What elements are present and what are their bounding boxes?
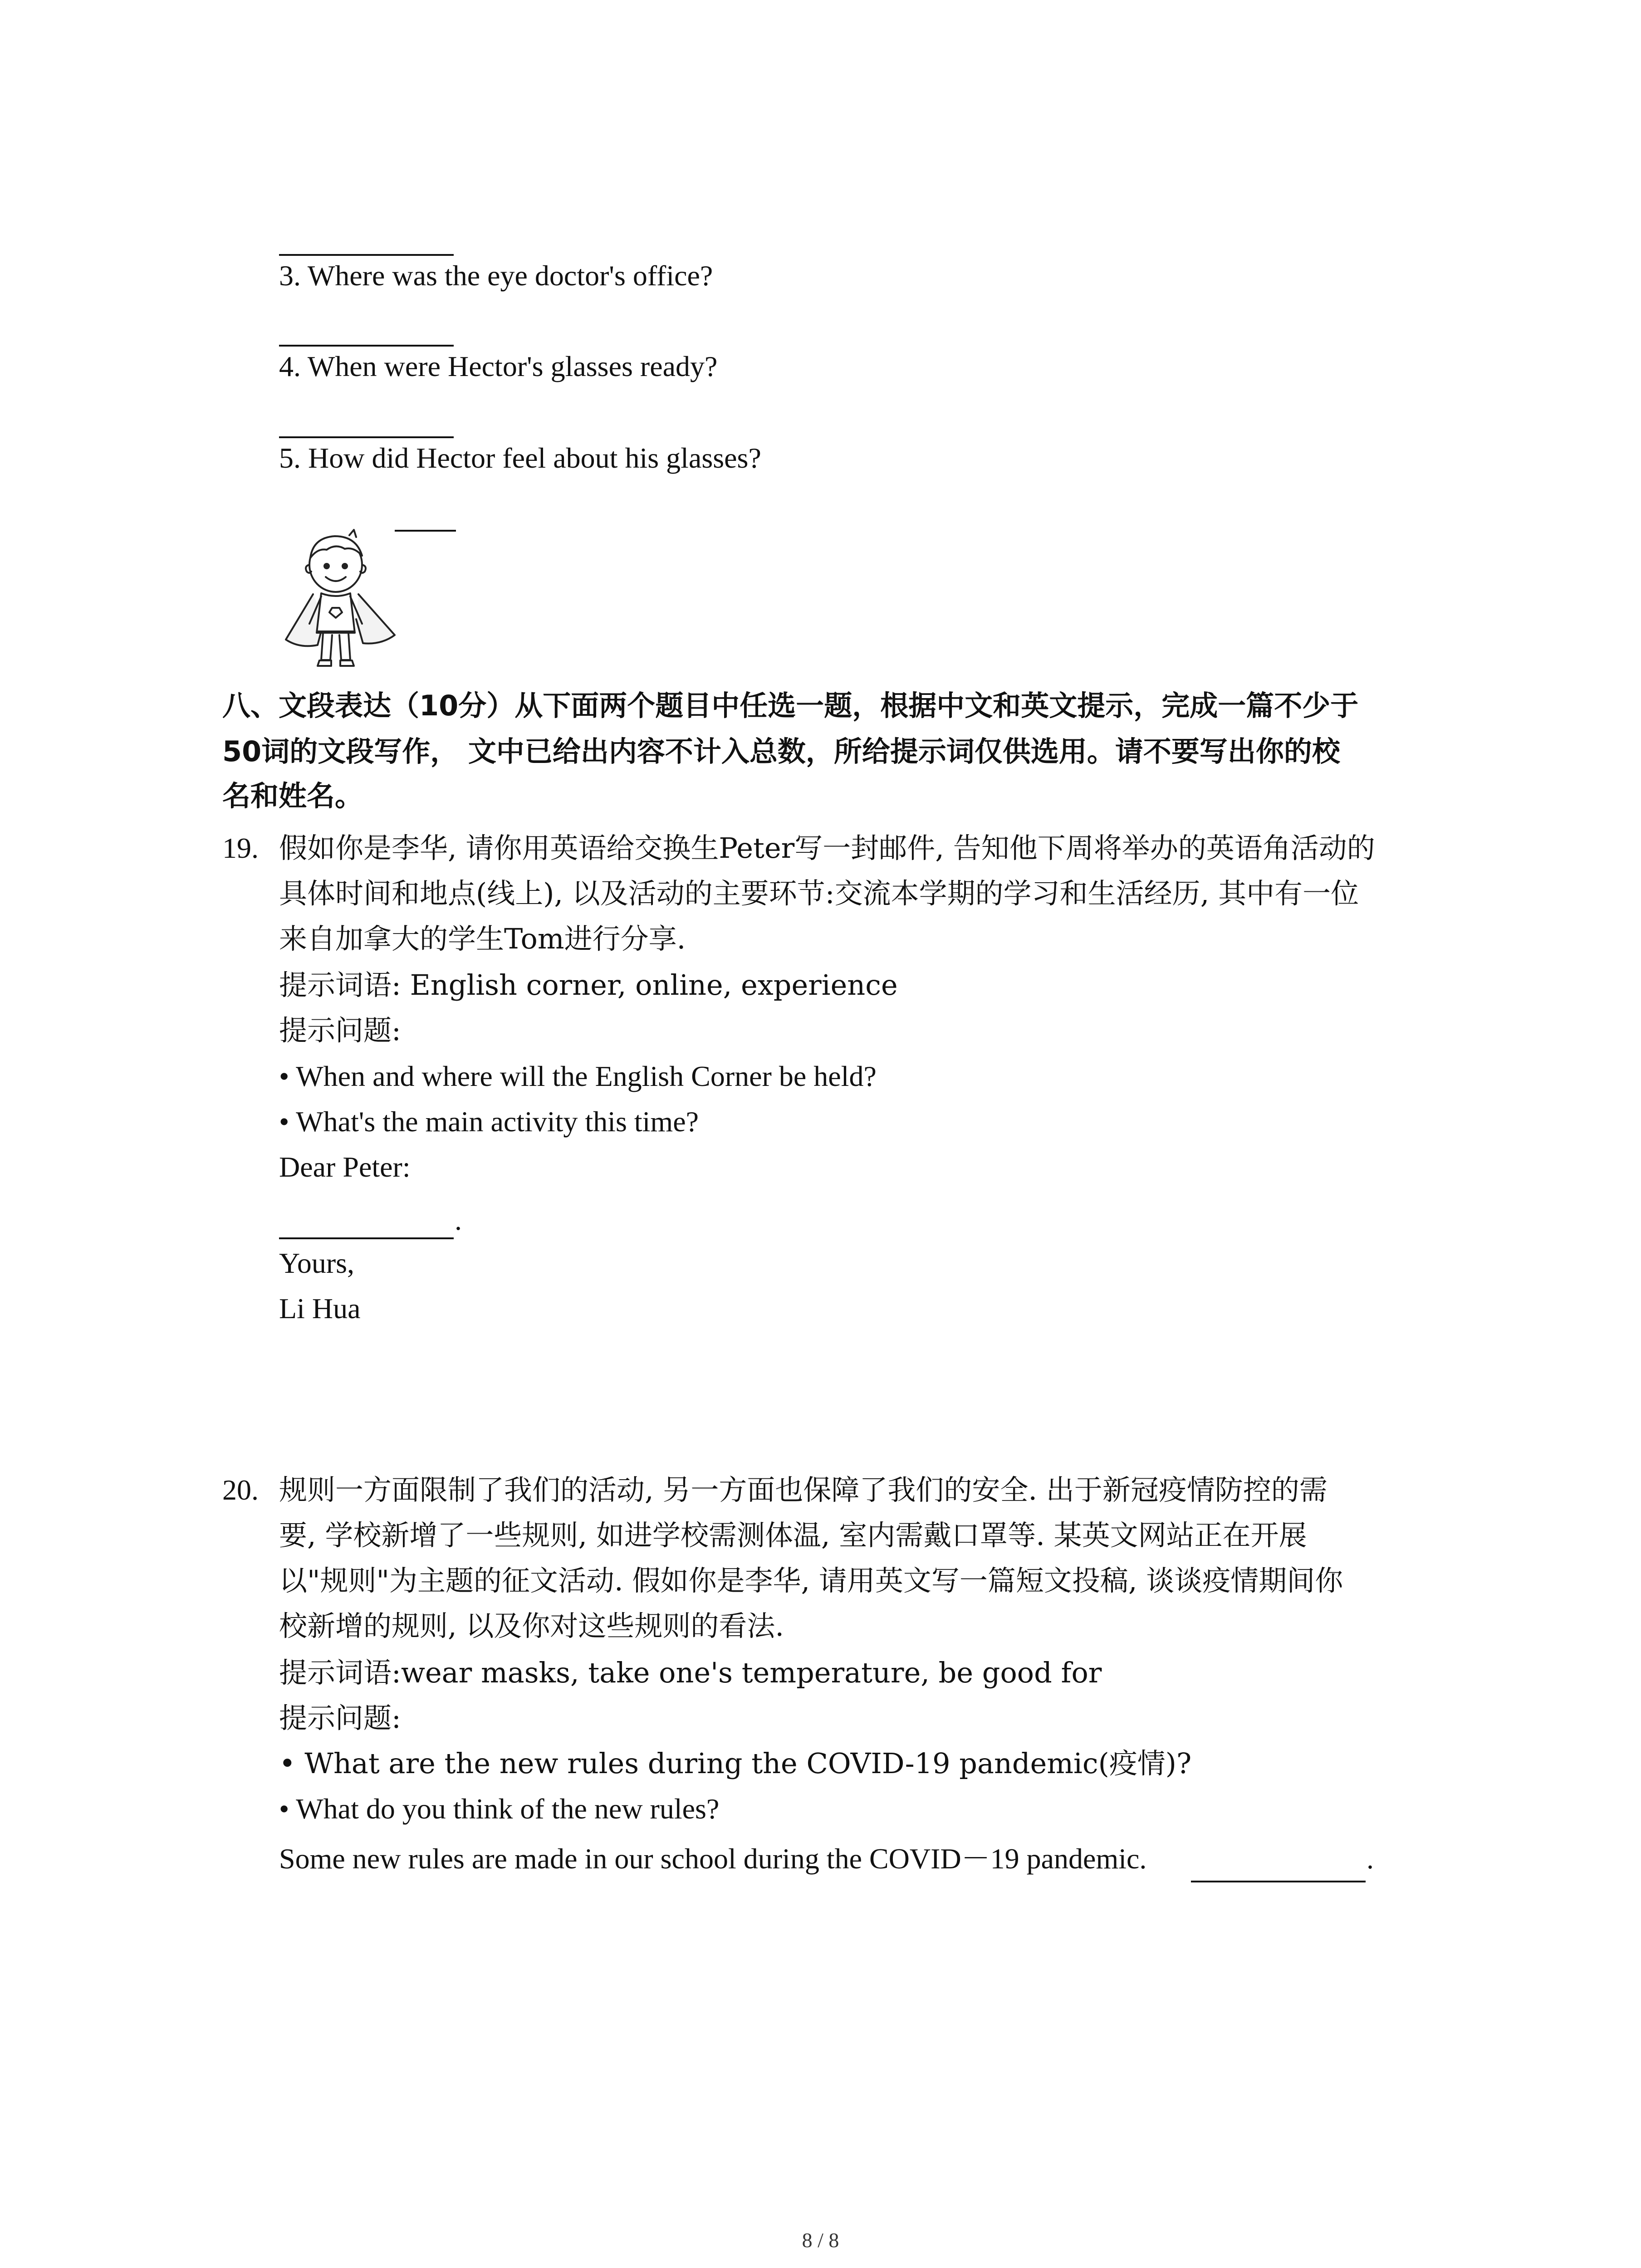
- question-19-hint-questions-label: 提示问题:: [279, 1014, 401, 1047]
- question-20-hint-questions-label: 提示问题:: [279, 1701, 401, 1735]
- question-19-number: 19.: [222, 832, 259, 864]
- question-4: 4. When were Hector's glasses ready?: [279, 350, 718, 382]
- answer-blank-2[interactable]: [279, 254, 454, 256]
- question-20-prompt-line-4: 校新增的规则, 以及你对这些规则的看法.: [279, 1609, 784, 1642]
- essay-blank-period: .: [1367, 1843, 1374, 1875]
- question-20-prompt-line-2: 要, 学校新增了一些规则, 如进学校需测体温, 室内需戴口罩等. 某英文网站正在开展: [279, 1519, 1307, 1552]
- letter-closing: Yours,: [279, 1247, 355, 1279]
- letter-writing-blank[interactable]: [279, 1237, 454, 1239]
- question-19-hint-words: 提示词语: English corner, online, experience: [279, 968, 898, 1002]
- letter-signature: Li Hua: [279, 1292, 361, 1325]
- question-19-prompt-line-2: 具体时间和地点(线上), 以及活动的主要环节:交流本学期的学习和生活经历, 其中有一位: [279, 877, 1359, 910]
- question-20-hint-question-b: • What do you think of the new rules?: [279, 1793, 720, 1825]
- question-3: 3. Where was the eye doctor's office?: [279, 259, 713, 292]
- answer-blank-5[interactable]: [395, 530, 456, 532]
- letter-blank-period: .: [455, 1204, 462, 1236]
- page-number: 8 / 8: [802, 2229, 839, 2252]
- question-20-number: 20.: [222, 1474, 259, 1506]
- question-20-hint-words: 提示词语:wear masks, take one's temperature, be good for: [279, 1656, 1102, 1689]
- essay-opening-sentence: Some new rules are made in our school during the COVID－19 pandemic.: [279, 1843, 1147, 1875]
- letter-salutation: Dear Peter:: [279, 1151, 411, 1183]
- answer-blank-4[interactable]: [279, 436, 454, 438]
- question-20-prompt-line-1: 规则一方面限制了我们的活动, 另一方面也保障了我们的安全. 出于新冠疫情防控的需: [279, 1473, 1327, 1506]
- question-19-prompt-line-3: 来自加拿大的学生Tom进行分享.: [279, 922, 686, 955]
- section-8-heading-line-1: 八、文段表达（10分）从下面两个题目中任选一题，根据中文和英文提示，完成一篇不少于: [222, 689, 1359, 722]
- answer-blank-3[interactable]: [279, 345, 454, 347]
- section-8-heading-line-2: 50词的文段写作， 文中已给出内容不计入总数，所给提示词仅供选用。请不要写出你的校: [222, 735, 1340, 768]
- question-5: 5. How did Hector feel about his glasses?: [279, 442, 761, 474]
- question-20-prompt-line-3: 以"规则"为主题的征文活动. 假如你是李华, 请用英文写一篇短文投稿, 谈谈疫情期间你: [279, 1564, 1343, 1597]
- section-8-heading-line-3: 名和姓名。: [222, 779, 363, 812]
- essay-writing-blank[interactable]: [1191, 1881, 1366, 1882]
- question-19-hint-question-b: • What's the main activity this time?: [279, 1105, 699, 1138]
- question-20-hint-question-a: • What are the new rules during the COVID-19 pandemic(疫情)?: [279, 1747, 1192, 1780]
- question-19-hint-question-a: • When and where will the English Corner be held?: [279, 1060, 877, 1092]
- cartoon-boy-illustration: [281, 526, 399, 671]
- question-19-prompt-line-1: 假如你是李华, 请你用英语给交换生Peter写一封邮件, 告知他下周将举办的英语角活动的: [279, 831, 1375, 865]
